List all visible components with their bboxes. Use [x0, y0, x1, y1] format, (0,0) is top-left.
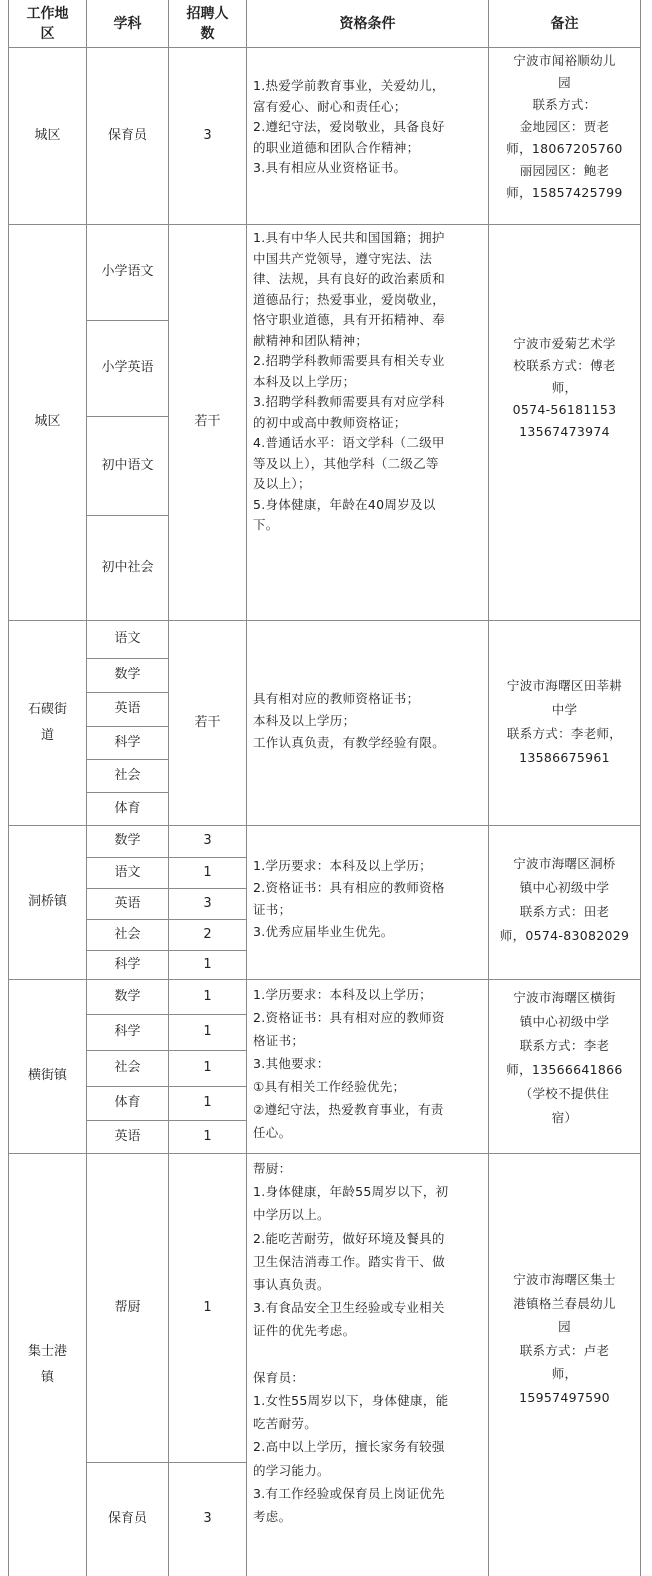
qualification-text: 1.学历要求：本科及以上学历； 2.资格证书：具有相对应的教师资 格证书； 3.其他要求： ①具有相关工作经验优先； ②遵纪守法，热爱教育事业，有责 任心。 — [253, 987, 445, 1140]
count-cell: 若干 — [194, 414, 221, 429]
qualification-text: 1.具有中华人民共和国国籍；拥护 中国共产党领导，遵守宪法、法 律、法规，具有良好的政治素质和 道德品行；热爱事业，爱岗敬业， 恪守职业道德，具有开拓精神、奉 献精神和团队精神； 2.招聘学科教师需要具有相关专业 本科及以上学历； 3.招聘学科教师需要具有对应学科 的初中或高中教师资格证； 4.普通话水平：语文学科（二级甲 等及以上），其他学科（二级乙等 及以上）； 5.身体健康，年龄在40周岁及以 下。 — [253, 230, 446, 532]
header-note: 备注 — [550, 15, 579, 32]
header-area: 工作地 区 — [26, 5, 69, 42]
subject-cell: 英语 — [114, 1128, 141, 1144]
qualification-text: 1.学历要求：本科及以上学历； 2.资格证书：具有相应的教师资格 证书； 3.优秀应届毕业生优先。 — [253, 858, 445, 939]
subject-cell: 初中语文 — [101, 457, 154, 473]
header-subject: 学科 — [113, 15, 142, 32]
subject-cell: 保育员 — [107, 127, 147, 143]
count-cell: 3 — [203, 1511, 212, 1526]
qualification-text: 帮厨： 1.身体健康，年龄55周岁以下，初 中学历以上。 2.能吃苦耐劳，做好环境及餐具的 卫生保洁消毒工作。踏实肯干、做 事认真负责。 3.有食品安全卫生经验或专业相关 证件的优先考虑。 保育员： 1.女性55周岁以下，身体健康，能 吃苦耐劳。 2.高中以上学历，擅长家务有较强 的学习能力。 3.有工作经验或保育员上岗证优先 考虑。 — [253, 1161, 449, 1525]
subject-cell: 语文 — [114, 864, 141, 880]
area-cell: 石碶街 道 — [27, 701, 67, 743]
count-cell: 1 — [203, 1024, 212, 1039]
count-cell: 1 — [203, 1060, 212, 1075]
subject-cell: 英语 — [114, 895, 141, 911]
subject-cell: 数学 — [114, 667, 141, 682]
subject-cell: 社会 — [114, 767, 141, 783]
area-cell: 洞桥镇 — [27, 894, 67, 909]
subject-cell: 社会 — [114, 1060, 141, 1075]
subject-cell: 英语 — [114, 701, 141, 716]
area-cell: 集士港 镇 — [27, 1343, 67, 1385]
section-divider — [246, 979, 641, 980]
count-cell: 1 — [203, 864, 212, 880]
subject-cell: 体育 — [114, 800, 141, 816]
note-text: 宁波市海曙区集士 港镇格兰春晨幼儿 园 联系方式：卢老 师， 15957497590 — [513, 1272, 616, 1405]
count-cell: 若干 — [194, 714, 221, 730]
count-cell: 3 — [203, 127, 212, 143]
note-text: 宁波市爱菊艺术学 校联系方式：傅老 师， 0574-56181153 13567473974 — [512, 336, 617, 439]
count-cell: 1 — [203, 1095, 212, 1110]
qualification-text: 具有相对应的教师资格证书； 本科及以上学历； 工作认真负责，有教学经验有限。 — [253, 691, 446, 750]
subject-cell: 初中社会 — [101, 559, 154, 575]
area-cell: 横街镇 — [27, 1068, 67, 1083]
subject-cell: 社会 — [114, 926, 141, 942]
subject-cell: 数学 — [114, 833, 141, 848]
subject-cell: 体育 — [114, 1095, 141, 1110]
subject-cell: 保育员 — [107, 1511, 147, 1526]
header-qualifications: 资格条件 — [339, 15, 396, 32]
count-cell: 1 — [203, 956, 212, 972]
table-border-right — [640, 0, 641, 1576]
note-text: 宁波市海曙区田莘耕 中学 联系方式：李老师， 13586675961 — [506, 678, 623, 765]
subject-cell: 小学语文 — [101, 264, 154, 279]
area-cell: 城区 — [34, 127, 61, 143]
header-count: 招聘人 数 — [186, 5, 229, 42]
qualification-text: 1.热爱学前教育事业，关爱幼儿， 富有爱心、耐心和责任心； 2.遵纪守法，爱岗敬业，具备良好 的职业道德和团队合作精神； 3.具有相应从业资格证书。 — [253, 78, 445, 175]
subject-cell: 语文 — [114, 631, 141, 646]
count-cell: 1 — [203, 1128, 212, 1144]
count-cell: 1 — [203, 1299, 212, 1315]
subject-cell: 帮厨 — [114, 1299, 141, 1315]
count-cell: 3 — [203, 833, 212, 848]
subject-cell: 科学 — [114, 956, 141, 972]
note-text: 宁波市闻裕顺幼儿 园 联系方式： 金地园区：贾老 师，18067205760 丽园园区：鲍老 师，15857425799 — [506, 53, 623, 200]
count-cell: 1 — [203, 988, 212, 1004]
count-cell: 2 — [203, 926, 212, 942]
subject-cell: 数学 — [114, 988, 141, 1004]
subject-cell: 科学 — [114, 1024, 141, 1039]
count-cell: 3 — [203, 895, 212, 911]
subject-cell: 科学 — [114, 734, 141, 750]
area-cell: 城区 — [34, 414, 61, 429]
note-text: 宁波市海曙区横街 镇中心初级中学 联系方式：李老 师，13566641866 （学校不提供住 宿） — [506, 990, 623, 1125]
note-text: 宁波市海曙区洞桥 镇中心初级中学 联系方式：田老 师，0574-83082029 — [499, 856, 630, 943]
subject-cell: 小学英语 — [101, 360, 154, 375]
